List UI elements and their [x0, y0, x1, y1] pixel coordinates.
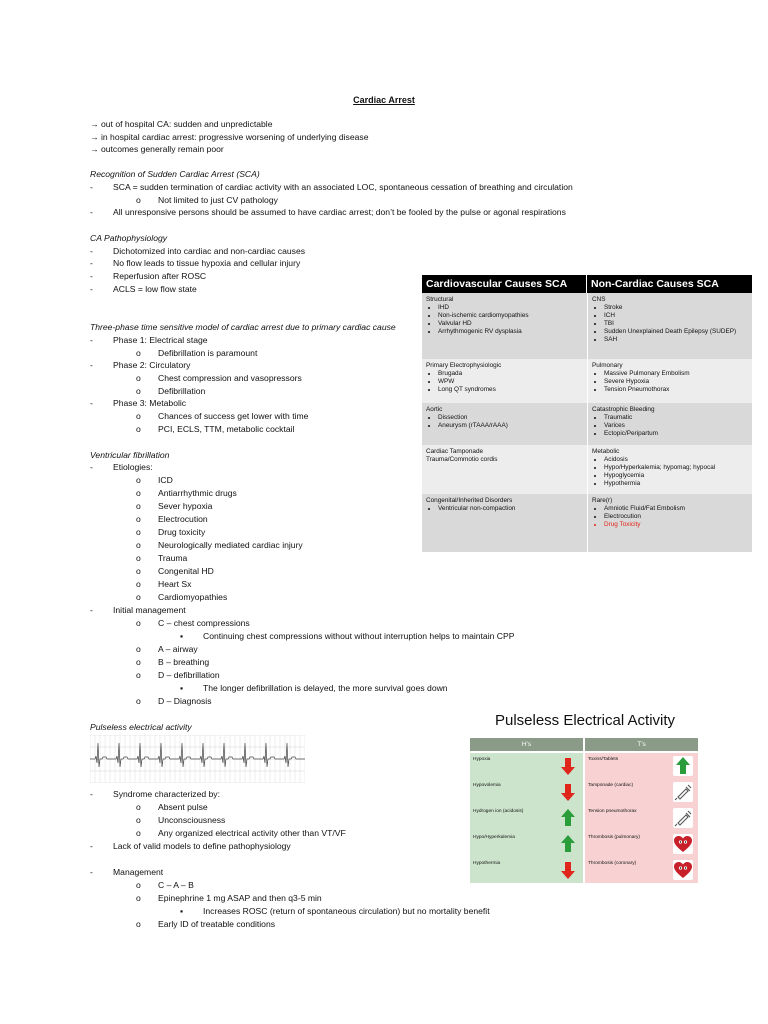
- circle-bullet: o: [136, 527, 141, 537]
- circle-bullet: o: [136, 411, 141, 421]
- list-item: • Ventricular non-compaction: [438, 505, 583, 513]
- circle-bullet: o: [136, 514, 141, 524]
- cell-label: CNS: [592, 296, 606, 303]
- table-cell-right: [587, 494, 752, 552]
- list-item: • Electrocution: [604, 513, 748, 521]
- cell-label: Hypo/Hyperkalemia: [473, 835, 515, 840]
- table-cell-right: [587, 403, 752, 445]
- circle-bullet: o: [136, 696, 141, 706]
- list-item: Phase 1: Electrical stage: [113, 335, 208, 345]
- list-item: Chest compression and vasopressors: [158, 373, 302, 383]
- list-item: • Severe Hypoxia: [604, 378, 748, 386]
- circle-bullet: o: [136, 386, 141, 396]
- list-item: • Non-ischemic cardiomyopathies: [438, 312, 583, 320]
- section-heading-pathophysiology: CA Pathophysiology: [90, 233, 168, 243]
- dash-bullet: -: [90, 284, 93, 294]
- list-item: • Dissection: [438, 414, 583, 422]
- circle-bullet: o: [136, 592, 141, 602]
- list-item: Defibrillation: [158, 386, 206, 396]
- section-heading-pea: Pulseless electrical activity: [90, 722, 192, 732]
- list-item: • Long QT syndromes: [438, 386, 583, 394]
- circle-bullet: o: [136, 893, 141, 903]
- list-item: Not limited to just CV pathology: [158, 195, 278, 205]
- dash-bullet: -: [90, 182, 93, 192]
- list-item: Epinephrine 1 mg ASAP and then q3-5 min: [158, 893, 322, 903]
- cell-label: Structural: [426, 296, 454, 303]
- square-bullet: ▪: [180, 906, 184, 916]
- dash-bullet: -: [90, 258, 93, 268]
- list-item: Cardiomyopathies: [158, 592, 228, 602]
- cell-label: Primary Electrophysiologic: [426, 362, 502, 369]
- circle-bullet: o: [136, 815, 141, 825]
- list-item-highlighted: • Drug Toxicity: [604, 521, 748, 529]
- list-item: C – A – B: [158, 880, 194, 890]
- list-item: ACLS = low flow state: [113, 284, 197, 294]
- list-item: Syndrome characterized by:: [113, 789, 220, 799]
- list-item: All unresponsive persons should be assumed to have cardiac arrest; don’t be fooled by the pulse or agonal respirations: [113, 207, 566, 217]
- dash-bullet: -: [90, 335, 93, 345]
- dash-bullet: -: [90, 867, 93, 877]
- dash-bullet: -: [90, 398, 93, 408]
- table-header-non-cardiac: Non-Cardiac Causes SCA: [587, 275, 752, 293]
- list-item: Increases ROSC (return of spontaneous circulation) but no mortality benefit: [203, 906, 490, 916]
- circle-bullet: o: [136, 501, 141, 511]
- table-cell-left: [422, 403, 587, 445]
- list-item: No flow leads to tissue hypoxia and cellular injury: [113, 258, 301, 268]
- list-item: Etiologies:: [113, 462, 153, 472]
- cell-label: Toxins/Tablets: [588, 757, 619, 762]
- intro-line: → out of hospital CA: sudden and unpredictable: [90, 119, 273, 129]
- list-item: • Tension Pneumothorax: [604, 386, 748, 394]
- list-item: D – Diagnosis: [158, 696, 212, 706]
- list-item: Lack of valid models to define pathophysiology: [113, 841, 291, 851]
- dash-bullet: -: [90, 271, 93, 281]
- table-cell-right: [587, 445, 752, 494]
- list-item: • Arrhythmogenic RV dysplasia: [438, 328, 583, 336]
- red-down-arrow-icon: [558, 756, 578, 776]
- circle-bullet: o: [136, 540, 141, 550]
- list-item: • IHD: [438, 304, 583, 312]
- dash-bullet: -: [90, 462, 93, 472]
- circle-bullet: o: [136, 880, 141, 890]
- circle-bullet: o: [136, 828, 141, 838]
- table-cell-left: [422, 494, 587, 552]
- circle-bullet: o: [136, 618, 141, 628]
- red-down-arrow-icon: [558, 860, 578, 880]
- pea-hs-ts-table: [470, 738, 698, 882]
- list-item: Antiarrhythmic drugs: [158, 488, 237, 498]
- circle-bullet: o: [136, 657, 141, 667]
- cell-label: Hypoxia: [473, 757, 491, 762]
- cell-label: Catastrophic Bleeding: [592, 406, 655, 413]
- list-item: • Hypothermia: [604, 480, 748, 488]
- dash-bullet: -: [90, 789, 93, 799]
- table-header-cardiovascular: Cardiovascular Causes SCA: [422, 275, 587, 293]
- list-item: B – breathing: [158, 657, 210, 667]
- list-item: • Stroke: [604, 304, 748, 312]
- green-up-arrow-icon: [558, 834, 578, 854]
- list-item: • Ectopic/Peripartum: [604, 430, 748, 438]
- list-item: ICD: [158, 475, 173, 485]
- list-item: • Acidosis: [604, 456, 748, 464]
- list-item: Neurologically mediated cardiac injury: [158, 540, 303, 550]
- heart-icon: [673, 834, 693, 854]
- section-heading-vfib: Ventricular fibrillation: [90, 450, 170, 460]
- list-item: Trauma: [158, 553, 188, 563]
- cell-label: Pulmonary: [592, 362, 623, 369]
- cell-label: Tamponade (cardiac): [588, 783, 634, 788]
- circle-bullet: o: [136, 566, 141, 576]
- green-up-arrow-icon: [558, 808, 578, 828]
- list-item: Phase 2: Circulatory: [113, 360, 191, 370]
- table-cell-right: [587, 293, 752, 359]
- list-item: • Aneurysm (rTAAA/rAAA): [438, 422, 583, 430]
- square-bullet: ▪: [180, 631, 184, 641]
- circle-bullet: o: [136, 348, 141, 358]
- intro-line: → in hospital cardiac arrest: progressive worsening of underlying disease: [90, 132, 369, 142]
- list-item: Phase 3: Metabolic: [113, 398, 187, 408]
- list-item: Electrocution: [158, 514, 208, 524]
- list-item: Continuing chest compressions without without interruption helps to maintain CPP: [203, 631, 515, 641]
- cell-label: Rare(r): [592, 497, 613, 504]
- cell-label: Thrombosis (pulmonary): [588, 835, 640, 840]
- list-item: • SAH: [604, 336, 748, 344]
- cell-label: Thrombosis (coronary): [588, 861, 637, 866]
- cell-label: Congenital/Inherited Disorders: [426, 497, 513, 504]
- list-item: A – airway: [158, 644, 198, 654]
- cell-label: Tension pneumothorax: [588, 809, 637, 814]
- list-item: Chances of success get lower with time: [158, 411, 309, 421]
- sca-causes-table: [422, 275, 752, 552]
- list-item: • Sudden Unexplained Death Epilepsy (SUDEP): [604, 328, 748, 336]
- list-item: Defibrillation is paramount: [158, 348, 258, 358]
- circle-bullet: o: [136, 373, 141, 383]
- circle-bullet: o: [136, 670, 141, 680]
- circle-bullet: o: [136, 919, 141, 929]
- list-item: Reperfusion after ROSC: [113, 271, 207, 281]
- table-cell-left: [422, 359, 587, 403]
- circle-bullet: o: [136, 475, 141, 485]
- intro-line: → outcomes generally remain poor: [90, 144, 224, 154]
- list-item: Sever hypoxia: [158, 501, 213, 511]
- list-item: • Valvular HD: [438, 320, 583, 328]
- list-item: The longer defibrillation is delayed, the more survival goes down: [203, 683, 448, 693]
- cell-label: Metabolic: [592, 448, 620, 455]
- circle-bullet: o: [136, 579, 141, 589]
- list-item: • WPW: [438, 378, 583, 386]
- page-title: Cardiac Arrest: [353, 95, 415, 105]
- list-item: • TBI: [604, 320, 748, 328]
- cell-label: Aortic: [426, 406, 443, 413]
- list-item: • ICH: [604, 312, 748, 320]
- cell-label: Hydrogen ion (acidosis): [473, 809, 524, 814]
- list-item: • Amniotic Fluid/Fat Embolism: [604, 505, 748, 513]
- list-item: • Hypoglycemia: [604, 472, 748, 480]
- dash-bullet: -: [90, 207, 93, 217]
- list-item: Drug toxicity: [158, 527, 206, 537]
- list-item: SCA = sudden termination of cardiac activity with an associated LOC, spontaneous cessation of breathing and circulation: [113, 182, 573, 192]
- list-item: PCI, ECLS, TTM, metabolic cocktail: [158, 424, 295, 434]
- section-heading-three-phase: Three-phase time sensitive model of cardiac arrest due to primary cardiac cause: [90, 322, 396, 332]
- syringe-icon: [673, 808, 693, 828]
- dash-bullet: -: [90, 246, 93, 256]
- table-cell-left: [422, 445, 587, 494]
- cell-label: Trauma/Commotio cordis: [426, 456, 498, 463]
- table-cell-right: [587, 359, 752, 403]
- list-item: Dichotomized into cardiac and non-cardiac causes: [113, 246, 306, 256]
- cell-label: Hypothermia: [473, 861, 501, 866]
- cell-label: Hypovolemia: [473, 783, 501, 788]
- list-item: Absent pulse: [158, 802, 208, 812]
- table-cell-left: [422, 293, 587, 359]
- list-item: • Hypo/Hyperkalemia; hypomag; hypocal: [604, 464, 748, 472]
- circle-bullet: o: [136, 488, 141, 498]
- list-item: • Varices: [604, 422, 748, 430]
- circle-bullet: o: [136, 553, 141, 563]
- square-bullet: ▪: [180, 683, 184, 693]
- circle-bullet: o: [136, 195, 141, 205]
- list-item: D – defibrillation: [158, 670, 220, 680]
- list-item: • Traumatic: [604, 414, 748, 422]
- dash-bullet: -: [90, 841, 93, 851]
- dash-bullet: -: [90, 360, 93, 370]
- pea-chart-title: Pulseless Electrical Activity: [494, 712, 676, 729]
- circle-bullet: o: [136, 424, 141, 434]
- circle-bullet: o: [136, 802, 141, 812]
- list-item: • Massive Pulmonary Embolism: [604, 370, 748, 378]
- green-up-arrow-icon: [673, 756, 693, 776]
- red-down-arrow-icon: [558, 782, 578, 802]
- hs-column-header: H’s: [470, 738, 583, 751]
- list-item: Heart Sx: [158, 579, 192, 589]
- ecg-strip-image: [90, 735, 305, 783]
- list-item: Any organized electrical activity other than VT/VF: [158, 828, 346, 838]
- list-item: C – chest compressions: [158, 618, 250, 628]
- list-item: • Brugada: [438, 370, 583, 378]
- syringe-icon: [673, 782, 693, 802]
- list-item: Initial management: [113, 605, 186, 615]
- heart-icon: [673, 860, 693, 880]
- list-item: Management: [113, 867, 164, 877]
- section-heading-recognition: Recognition of Sudden Cardiac Arrest (SCA): [90, 169, 260, 179]
- list-item: Unconsciousness: [158, 815, 226, 825]
- ts-column-header: T’s: [585, 738, 698, 751]
- circle-bullet: o: [136, 644, 141, 654]
- list-item: Congenital HD: [158, 566, 214, 576]
- list-item: Early ID of treatable conditions: [158, 919, 276, 929]
- dash-bullet: -: [90, 605, 93, 615]
- cell-label: Cardiac Tamponade: [426, 448, 484, 455]
